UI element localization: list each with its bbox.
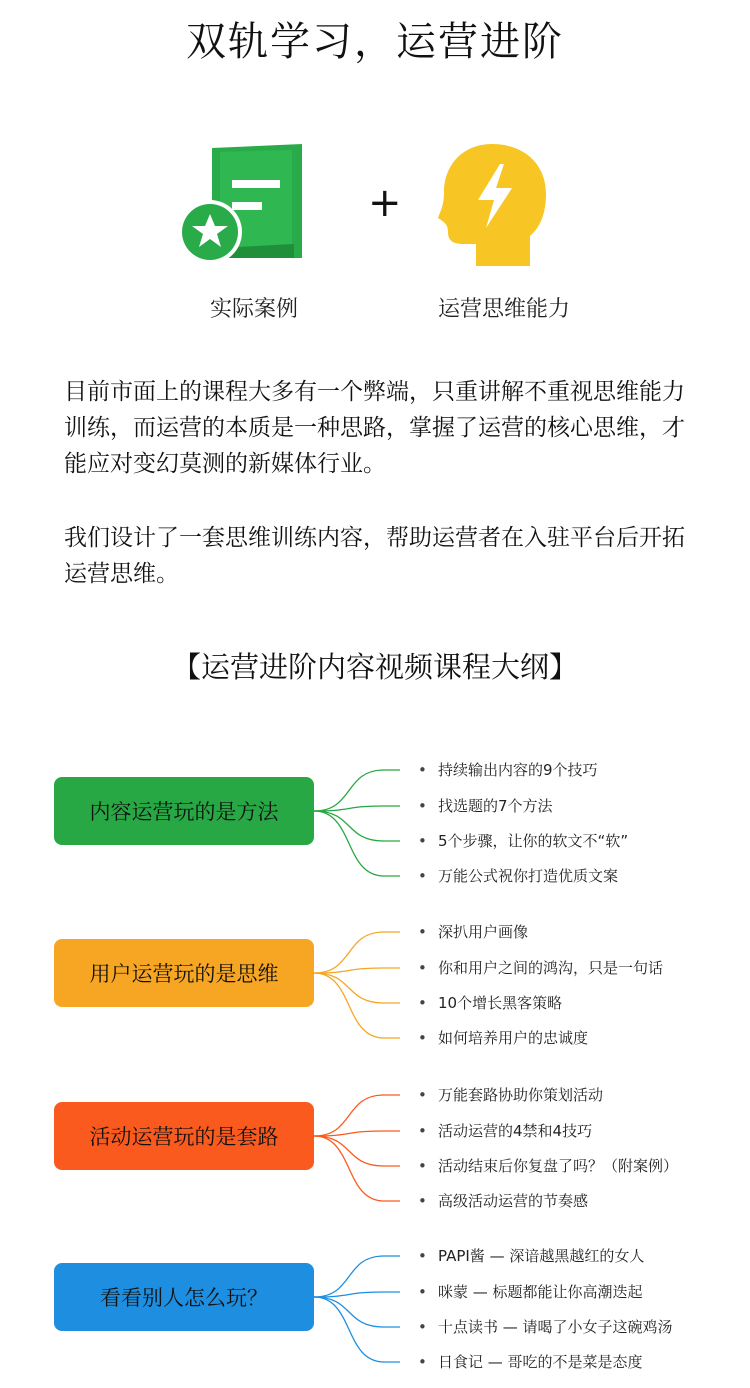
bullet-dot: • [418, 923, 427, 941]
outline-item [418, 1085, 603, 1105]
outline-item [418, 958, 663, 978]
outline-item [418, 1246, 644, 1266]
outline-item-text: 日食记 — 哥吃的不是菜是态度 [438, 1353, 643, 1371]
outline-item-text: 万能公式祝你打造优质文案 [438, 867, 619, 885]
outline-branches [0, 1067, 750, 1217]
outline-item-text: 活动结束后你复盘了吗？（附案例） [438, 1157, 679, 1175]
outline-branch-line [314, 1095, 400, 1136]
outline-item-text: 高级活动运营的节奏感 [438, 1192, 589, 1210]
outline-branch-line [314, 1256, 400, 1297]
bullet-dot: • [418, 867, 427, 885]
outline-group-pill: 活动运营玩的是套路 [54, 1102, 314, 1170]
outline-item-text: 万能套路协助你策划活动 [438, 1086, 604, 1104]
outline-item-text: PAPI酱 — 深谙越黑越红的女人 [438, 1247, 645, 1265]
outline-branch-line [314, 968, 400, 973]
outline-branch-line [314, 973, 400, 1003]
outline-item [418, 922, 528, 942]
bullet-dot: • [418, 1247, 427, 1265]
outline-item-text: 十点读书 — 请喝了小女子这碗鸡汤 [438, 1318, 673, 1336]
intro-paragraph-1: 目前市面上的课程大多有一个弊端，只重讲解不重视思维能力训练，而运营的本质是一种思路，掌握了运营的核心思维，才能应对变幻莫测的新媒体行业。 [64, 379, 685, 477]
outline-branch-line [314, 932, 400, 973]
outline-group [0, 904, 750, 1054]
outline-item [418, 1317, 673, 1337]
outline-title: 【运营进阶内容视频课程大纲】 [171, 650, 578, 684]
icon-label-cases: 实际案例 [209, 297, 298, 322]
outline-group [0, 1067, 750, 1217]
outline-item [418, 796, 553, 816]
outline-branch-line [314, 1297, 400, 1327]
outline-item [418, 866, 618, 886]
outline-item [418, 1282, 643, 1302]
outline-item [418, 993, 562, 1013]
outline-item-text: 找选题的7个方法 [438, 797, 553, 815]
bullet-dot: • [418, 1353, 427, 1371]
outline-group-pill: 看看别人怎么玩？ [54, 1263, 314, 1331]
outline-group [0, 742, 750, 892]
bullet-dot: • [418, 1283, 427, 1301]
outline-item-text: 咪蒙 — 标题都能让你高潮迭起 [438, 1283, 643, 1301]
outline-item-text: 持续输出内容的9个技巧 [438, 761, 598, 779]
outline-item-text: 你和用户之间的鸿沟，只是一句话 [438, 959, 664, 977]
book-star-icon [176, 140, 316, 270]
outline-branch-line [314, 770, 400, 811]
page-title: 双轨学习，运营进阶 [186, 19, 564, 65]
outline-branches [0, 742, 750, 892]
outline-branch-line [314, 806, 400, 811]
outline-group [0, 1228, 750, 1378]
intro-paragraph-2: 我们设计了一套思维训练内容，帮助运营者在入驻平台后开拓运营思维。 [64, 525, 685, 587]
outline-item [418, 1352, 643, 1372]
bullet-dot: • [418, 761, 427, 779]
bullet-dot: • [418, 1157, 427, 1175]
outline-item-text: 如何培养用户的忠诚度 [438, 1029, 589, 1047]
outline-item-text: 深扒用户画像 [438, 923, 529, 941]
outline-item [418, 1156, 678, 1176]
outline-item-text: 5个步骤，让你的软文不“软” [438, 832, 629, 850]
bullet-dot: • [418, 1318, 427, 1336]
outline-item-text: 10个增长黑客策略 [438, 994, 563, 1012]
outline-item-text: 活动运营的4禁和4技巧 [438, 1122, 593, 1140]
bullet-dot: • [418, 797, 427, 815]
outline-item [418, 1191, 588, 1211]
bullet-dot: • [418, 832, 427, 850]
bullet-dot: • [418, 1086, 427, 1104]
bullet-dot: • [418, 1029, 427, 1047]
outline-branch-line [314, 1297, 400, 1362]
outline-group-pill: 用户运营玩的是思维 [54, 939, 314, 1007]
head-lightning-icon [438, 140, 548, 270]
outline-branch-line [314, 1136, 400, 1201]
outline-item [418, 831, 628, 851]
icon-label-thinking: 运营思维能力 [437, 297, 570, 322]
outline-item [418, 1028, 588, 1048]
outline-item [418, 760, 598, 780]
plus-sign: + [368, 180, 402, 226]
bullet-dot: • [418, 994, 427, 1012]
outline-branch-line [314, 973, 400, 1038]
outline-branch-line [314, 811, 400, 841]
outline-item [418, 1121, 592, 1141]
outline-branch-line [314, 1292, 400, 1297]
outline-branch-line [314, 1131, 400, 1136]
outline-branches [0, 904, 750, 1054]
bullet-dot: • [418, 1122, 427, 1140]
outline-group-pill: 内容运营玩的是方法 [54, 777, 314, 845]
outline-branch-line [314, 1136, 400, 1166]
outline-branch-line [314, 811, 400, 876]
bullet-dot: • [418, 959, 427, 977]
bullet-dot: • [418, 1192, 427, 1210]
